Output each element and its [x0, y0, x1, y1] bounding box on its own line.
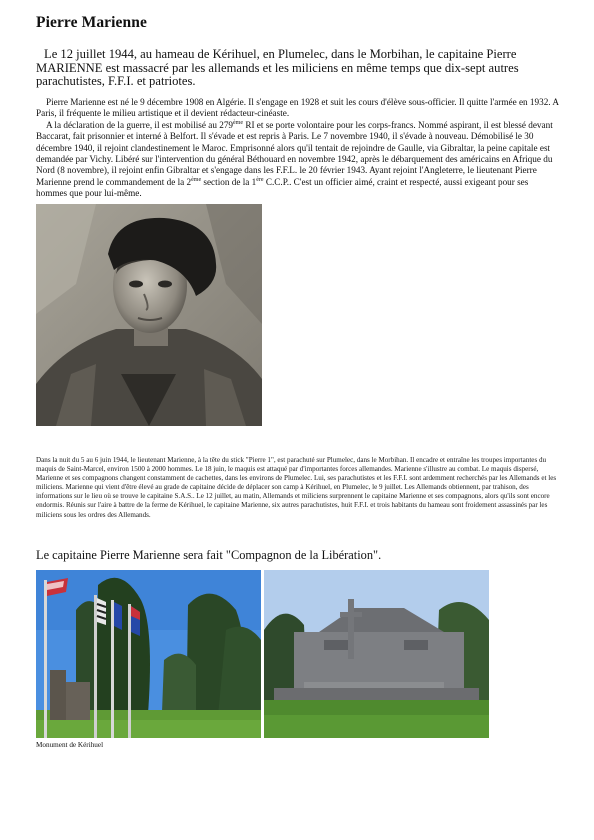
- story-paragraph: Dans la nuit du 5 au 6 juin 1944, le lieutenant Marienne, à la tête du stick "Pierre 1", est parachuté sur Plumelec, dans le Morbihan. Il encadre et entraîne les troupes importantes du maquis de Saint-Marcel, environ 1500 à 2000 hommes. Le 18 juin, le maquis est attaqué par d'importantes forces allemandes. Marienne s'illustre au combat. Le maquis dispersé, Marienne et ses compagnons changent constamment de cachettes, dans les environs de Plumelec. Lui, ses parachutistes et les F.F.I. sont ardemment recherchés par les Allemands et les miliciens. Marienne qui vient d'être élevé au grade de capitaine décide de déplacer son camp à Kérihuel, en Plumelec, le 9 juillet. Les Allemands obtiennent, par trahison, des informations sur le lieu où se trouve le capitaine S.A.S.. Le 12 juillet, au matin, Allemands et miliciens surprennent le capitaine Marienne et ses compagnons, alors qu'ils sont encore endormis. Réunis sur l'aire à battre de la ferme de Kérihuel, le capitaine Marienne, six autres parachutistes, huit F.F.I. et trois habitants du hameau sont froidement assassinés par les miliciens sous les ordres des Allemands.: [36, 456, 557, 519]
- intro-paragraph: Le 12 juillet 1944, au hameau de Kérihuel, en Plumelec, dans le Morbihan, le capitaine Pierre MARIENNE est massacré par les allemands et les miliciens en même temps que dix-sept autres parachutistes, F.F.I. et patriotes.: [36, 47, 519, 89]
- biography-paragraph-1: Pierre Marienne est né le 9 décembre 1908 en Algérie. Il s'engage en 1928 et suit les cours d'élève sous-officier. Il quitte l'armée en 1932. A Paris, il fréquente le milieu artistique et il devient rédacteur-cinéaste.: [36, 97, 559, 119]
- memorial-flags-photo: [36, 570, 261, 738]
- section-subtitle: Le capitaine Pierre Marienne sera fait "Compagnon de la Libération".: [36, 548, 382, 562]
- photo-caption: Monument de Kérihuel: [36, 741, 104, 749]
- portrait-photo: [36, 204, 262, 426]
- biography-paragraph-2: A la déclaration de la guerre, il est mobilisé au 279ème RI et se porte volontaire pour les corps-francs. Nommé aspirant, il est blessé devant Baccarat, fait prisonnier et interné à Belfort. Il s'évade et est repris à Paris. Le 7 novembre 1940, il s'évade à nouveau. Démobilisé le 30 décembre 1940, il rejoint clandestinement le Maroc. Emprisonné alors qu'il tentait de rejoindre de Gaulle, via Gibraltar, la peine capitale est demandée par Vichy. Libéré sur l'intervention du général Béthouard en novembre 1942, après le débarquement des américains en Afrique du Nord (8 novembre), il rejoint enfin Gibraltar et s'engage dans les F.F.L. le 20 février 1943. Ayant rejoint l'Angleterre, le lieutenant Pierre Marienne prend le commandement de la 2ème section de la 1ère C.C.P.. C'est un officier aimé, craint et respecté, aussi exigeant pour ses hommes que pour lui-même.: [36, 119, 553, 199]
- memorial-cross-photo: [264, 570, 489, 738]
- biography-section: [36, 97, 560, 200]
- page-title: Pierre Marienne: [36, 14, 147, 31]
